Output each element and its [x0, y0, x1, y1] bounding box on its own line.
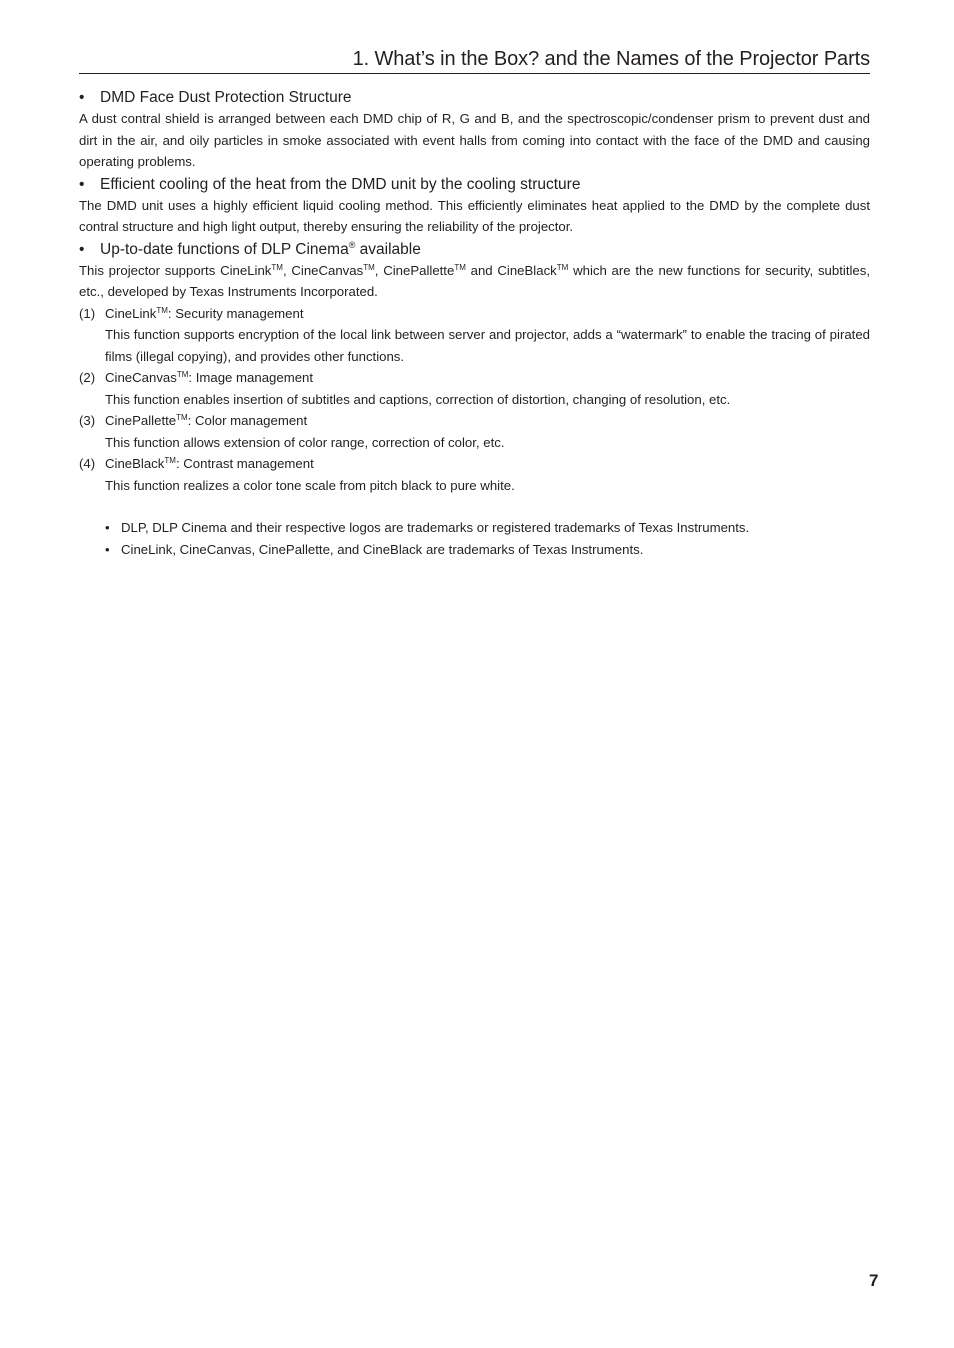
item-title: CineBlack™: Contrast management — [105, 456, 314, 471]
item-number: (1) — [79, 305, 96, 321]
item-title: CineCanvas™: Image management — [105, 370, 314, 385]
heading-text: DMD Face Dust Protection Structure — [100, 89, 352, 106]
trademark-mark: TM — [271, 262, 283, 272]
item-number: (3) — [79, 413, 96, 428]
trademark-mark: TM — [363, 262, 375, 272]
item-number: (4) — [79, 456, 96, 471]
page-title: 1. What’s in the Box? and the Names of the Projector Parts — [352, 48, 870, 70]
section-heading-cinema — [79, 240, 870, 260]
function-item-cinepallette — [79, 410, 870, 453]
note-item — [105, 517, 870, 539]
bullet-icon: • — [79, 240, 85, 258]
heading-text: Up-to-date functions of DLP Cinema — [100, 240, 349, 258]
item-description: This function realizes a color tone scale from pitch black to pure white. — [105, 477, 515, 493]
trademark-mark: TM — [156, 305, 168, 315]
bullet-icon: • — [79, 175, 85, 193]
section-heading-dust — [79, 88, 870, 108]
page-number: 7 — [869, 1271, 879, 1290]
item-title: CinePallette™: Color management — [105, 413, 308, 428]
section-body-cooling: The DMD unit uses a highly efficient liquid cooling method. This efficiently eliminates heat applied to the DMD by the complete dust contral structure and high light output, thereby ensuring the reliability of the projector. — [79, 197, 870, 234]
item-description: This function supports encryption of the local link between server and projector, adds a “watermark” to enable the tracing of pirated films (illegal copying), and provides other functions. — [105, 327, 870, 364]
trademark-mark: TM — [164, 456, 176, 465]
section-heading-cooling — [79, 175, 870, 195]
item-number: (2) — [79, 370, 96, 385]
bullet-icon: • — [79, 89, 85, 106]
heading-text-end: available — [355, 240, 421, 258]
page-header — [79, 44, 870, 74]
note-text: CineLink, CineCanvas, CinePallette, and CineBlack are trademarks of Texas Instruments. — [121, 542, 644, 557]
function-item-cinecanvas — [79, 367, 870, 410]
trademark-mark: TM — [454, 262, 466, 272]
bullet-icon: • — [105, 520, 110, 535]
section-body-dust: A dust contral shield is arranged between each DMD chip of R, G and B, and the spectroscopic/condenser prism to prevent dust and dirt in the air, and oily particles in smoke associated with event halls from coming into contact with the face of the DMD and causing operating problems. — [79, 111, 870, 169]
section-intro-cinema: This projector supports CineLink™, CineCanvas™, CinePallette™ and CineBlack™ which are the new functions for security, subtitles, etc., developed by Texas Instruments Incorporated. — [79, 262, 871, 299]
registered-mark: ® — [348, 239, 356, 250]
trademark-notes — [79, 517, 870, 561]
function-item-cineblack — [79, 453, 870, 496]
bullet-icon: • — [105, 542, 110, 557]
trademark-mark: TM — [556, 262, 569, 272]
item-title: CineLink™: Security management — [105, 305, 304, 321]
heading-text: Efficient cooling of the heat from the DMD unit by the cooling structure — [100, 175, 581, 193]
item-description: This function allows extension of color range, correction of color, etc. — [105, 434, 505, 450]
note-text: DLP, DLP Cinema and their respective logos are trademarks or registered trademarks of Texas Instruments. — [121, 520, 750, 535]
note-item — [105, 539, 870, 561]
item-description: This function enables insertion of subtitles and captions, correction of distortion, changing of resolution, etc. — [105, 391, 731, 407]
page-content — [79, 88, 870, 561]
trademark-mark: TM — [176, 413, 188, 422]
function-item-cinelink — [79, 303, 870, 368]
trademark-mark: TM — [176, 370, 189, 379]
